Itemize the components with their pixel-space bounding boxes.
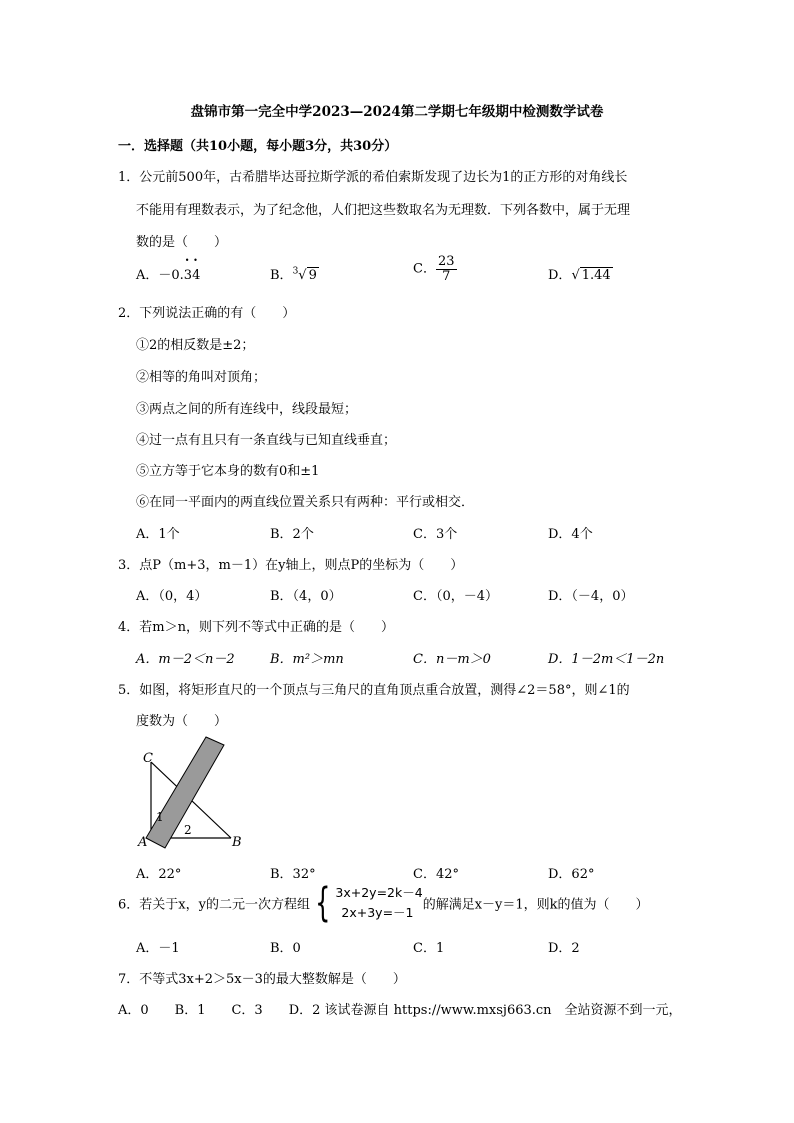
q7-stem: 7．不等式3x+2＞5x－3的最大整数解是（ ） — [118, 972, 406, 987]
q4-option-a: A．m－2＜n－2 — [136, 652, 235, 667]
q1-line1: 1．公元前500年，古希腊毕达哥拉斯学派的希伯索斯发现了边长为1的正方形的对角线长 — [118, 170, 628, 185]
q2-option-d: D．4个 — [548, 527, 593, 542]
brace-icon: { — [315, 880, 331, 926]
label-c: C — [143, 751, 153, 766]
q6-option-d: D．2 — [548, 941, 580, 956]
q2-option-a: A．1个 — [136, 527, 180, 542]
q7-options-line: A．0 B．1 C．3 D．2 该试卷源自 https://www.mxsj663.cn 全站资源不到一元， — [118, 1003, 682, 1018]
angle-2-label: 2 — [184, 823, 192, 837]
q4-option-c: C．n－m＞0 — [413, 652, 491, 667]
q6-option-c: C．1 — [413, 941, 445, 956]
q3-option-d: D．（－4，0） — [548, 589, 634, 604]
q1-line3: 数的是（ ） — [136, 235, 228, 250]
label-a: A — [138, 835, 148, 850]
page-title: 盘锦市第一完全中学2023—2024第二学期七年级期中检测数学试卷 — [190, 104, 604, 120]
q3-option-b: B．（4，0） — [270, 589, 342, 604]
label-b: B — [232, 835, 242, 850]
q2-statement: ④过一点有且只有一条直线与已知直线垂直； — [136, 433, 397, 448]
q5-option-c: C．42° — [413, 867, 459, 882]
q3-option-a: A．（0，4） — [136, 589, 208, 604]
angle-1-label: 1 — [156, 810, 164, 824]
section-heading: 一．选择题（共10小题，每小题3分，共30分） — [118, 139, 398, 154]
q2-option-c: C．3个 — [413, 527, 458, 542]
q6-option-a: A．－1 — [136, 941, 180, 956]
q1-option-a: A．－0.• 3• 4 — [136, 264, 200, 283]
q4-option-b: B．m²＞mn — [270, 652, 344, 667]
q5-option-b: B．32° — [270, 867, 316, 882]
q2-statement: ②相等的角叫对顶角； — [136, 370, 267, 385]
q4-option-d: D．1－2m＜1－2n — [548, 652, 665, 667]
q1-line2: 不能用有理数表示，为了纪念他，人们把这些数取名为无理数．下列各数中，属于无理 — [136, 203, 631, 218]
q2-statement: ⑥在同一平面内的两直线位置关系只有两种：平行或相交． — [136, 495, 475, 510]
q5-option-d: D．62° — [548, 867, 595, 882]
q2-stem: 2．下列说法正确的有（ ） — [118, 306, 296, 321]
q2-statement: ③两点之间的所有连线中，线段最短； — [136, 402, 358, 417]
q5-line2: 度数为（ ） — [136, 714, 228, 729]
q1-option-b: B．$^3$√ 9 — [270, 266, 317, 283]
q2-option-b: B．2个 — [270, 527, 314, 542]
q3-option-c: C．（0，－4） — [413, 589, 498, 604]
q2-statement: ①2的相反数是±2； — [136, 338, 255, 353]
q2-statement: ⑤立方等于它本身的数有0和±1 — [136, 464, 320, 479]
q5-option-a: A．22° — [136, 867, 182, 882]
q1-option-d: D．√ 1.44 — [548, 268, 611, 283]
q1-option-c: C． $\frac{23}{7}$ — [413, 254, 455, 284]
q6-option-b: B．0 — [270, 941, 301, 956]
q3-stem: 3．点P（m+3，m－1）在y轴上，则点P的坐标为（ ） — [118, 558, 464, 573]
q5-line1: 5．如图，将矩形直尺的一个顶点与三角尺的直角顶点重合放置，测得∠2＝58°，则∠1的 — [118, 683, 630, 698]
q6-stem: 6．若关于x，y的二元一次方程组 { 3x+2y=2k－4 2x+3y=－1 的解满足x－y＝1，则k的值为（ ） — [118, 880, 649, 926]
q5-figure — [136, 732, 254, 850]
q4-stem: 4．若m＞n，则下列不等式中正确的是（ ） — [118, 620, 394, 635]
